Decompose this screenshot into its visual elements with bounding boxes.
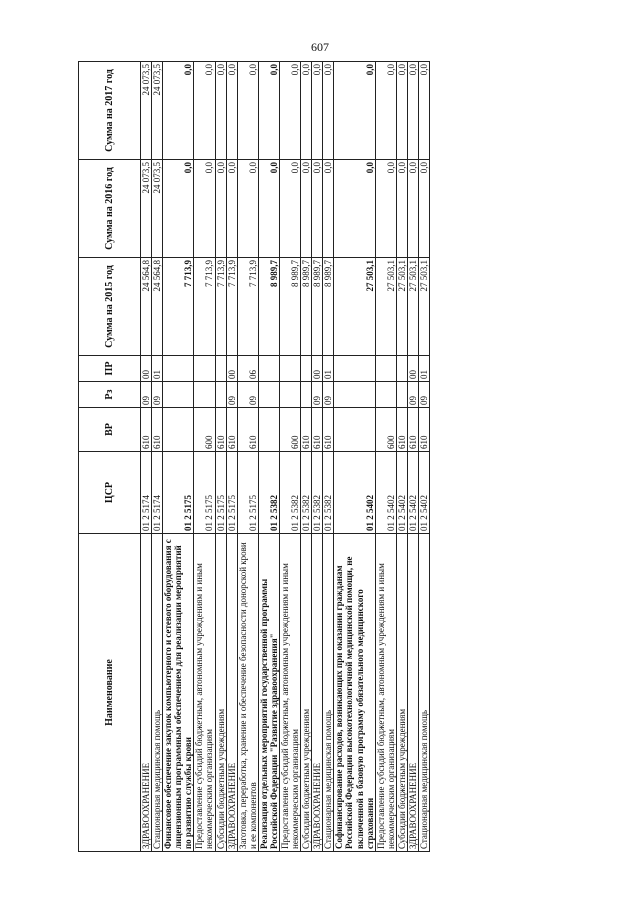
cell-pr <box>258 356 279 382</box>
cell-vr <box>258 408 279 452</box>
cell-csr: 01 2 5175 <box>215 452 226 534</box>
cell-sum-2017: 24 073,5 <box>141 62 152 160</box>
cell-name: Субсидии бюджетным учреждениям <box>396 534 407 852</box>
header-sum-2015: Сумма на 2015 год <box>79 258 141 356</box>
cell-pr <box>375 356 396 382</box>
cell-rz: 09 <box>312 382 323 408</box>
table-row <box>258 62 279 852</box>
table-row <box>375 62 396 852</box>
cell-sum-2016: 0,0 <box>312 160 323 258</box>
cell-csr: 01 2 5382 <box>280 452 301 534</box>
cell-sum-2017: 0,0 <box>258 62 279 160</box>
cell-sum-2015: 27 503,1 <box>419 258 430 356</box>
cell-pr <box>396 356 407 382</box>
cell-sum-2015: 8 989,7 <box>280 258 301 356</box>
cell-vr: 610 <box>419 408 430 452</box>
rotated-table-area <box>78 62 598 852</box>
cell-sum-2015: 7 713,9 <box>237 258 258 356</box>
header-vr: ВР <box>79 408 141 452</box>
cell-sum-2015: 24 564,8 <box>152 258 163 356</box>
cell-sum-2016: 0,0 <box>194 160 215 258</box>
table-row <box>396 62 407 852</box>
cell-sum-2017: 24 073,5 <box>152 62 163 160</box>
cell-vr: 610 <box>226 408 237 452</box>
cell-sum-2015: 27 503,1 <box>396 258 407 356</box>
cell-rz <box>280 382 301 408</box>
cell-rz <box>215 382 226 408</box>
cell-sum-2016: 0,0 <box>419 160 430 258</box>
cell-csr: 01 2 5402 <box>396 452 407 534</box>
cell-name: Субсидии бюджетным учреждениям <box>301 534 312 852</box>
cell-vr: 610 <box>407 408 418 452</box>
cell-sum-2015: 8 989,7 <box>312 258 323 356</box>
cell-rz <box>258 382 279 408</box>
cell-vr: 610 <box>152 408 163 452</box>
cell-csr: 01 2 5175 <box>226 452 237 534</box>
cell-sum-2017: 0,0 <box>375 62 396 160</box>
budget-table <box>78 61 430 852</box>
cell-vr: 600 <box>375 408 396 452</box>
cell-csr: 01 2 5174 <box>141 452 152 534</box>
cell-sum-2015: 8 989,7 <box>301 258 312 356</box>
cell-rz <box>194 382 215 408</box>
cell-sum-2016: 0,0 <box>334 160 375 258</box>
cell-pr: 01 <box>323 356 334 382</box>
cell-sum-2015: 7 713,9 <box>163 258 194 356</box>
cell-sum-2017: 0,0 <box>312 62 323 160</box>
page-number: 607 <box>311 40 329 54</box>
cell-name: Финансовое обеспечение закупок компьютерного и сетевого оборудования с лицензионным программным обеспечением для реализации мероприятий по развитию службы крови <box>163 534 194 852</box>
cell-rz: 09 <box>407 382 418 408</box>
cell-name: Заготовка, переработка, хранение и обеспечение безопасности донорской крови и ее компонентов <box>237 534 258 852</box>
cell-sum-2015: 8 989,7 <box>258 258 279 356</box>
cell-sum-2017: 0,0 <box>237 62 258 160</box>
cell-sum-2016: 0,0 <box>258 160 279 258</box>
cell-pr <box>280 356 301 382</box>
cell-sum-2017: 0,0 <box>323 62 334 160</box>
cell-name: ЗДРАВООХРАНЕНИЕ <box>407 534 418 852</box>
table-row <box>194 62 215 852</box>
cell-vr: 610 <box>396 408 407 452</box>
cell-name: ЗДРАВООХРАНЕНИЕ <box>312 534 323 852</box>
cell-sum-2015: 24 564,8 <box>141 258 152 356</box>
cell-csr: 01 2 5382 <box>258 452 279 534</box>
cell-name: Предоставление субсидий бюджетным, автономным учреждениям и иным некоммерческим организациям <box>375 534 396 852</box>
cell-name: Предоставление субсидий бюджетным, автономным учреждениям и иным некоммерческим организациям <box>194 534 215 852</box>
cell-sum-2015: 7 713,9 <box>215 258 226 356</box>
cell-name: Стационарная медицинская помощь <box>152 534 163 852</box>
cell-csr: 01 2 5174 <box>152 452 163 534</box>
cell-sum-2016: 0,0 <box>237 160 258 258</box>
cell-pr: 01 <box>419 356 430 382</box>
cell-sum-2017: 0,0 <box>280 62 301 160</box>
cell-sum-2017: 0,0 <box>407 62 418 160</box>
cell-csr: 01 2 5382 <box>312 452 323 534</box>
table-row <box>152 62 163 852</box>
cell-sum-2017: 0,0 <box>301 62 312 160</box>
cell-rz: 09 <box>152 382 163 408</box>
cell-sum-2015: 27 503,1 <box>375 258 396 356</box>
table-header-row <box>79 62 141 852</box>
cell-csr: 01 2 5402 <box>419 452 430 534</box>
cell-pr <box>301 356 312 382</box>
cell-pr: 00 <box>312 356 323 382</box>
cell-name: Реализация отдельных мероприятий государственной программы Российской Федерации "Развитие здравоохранения" <box>258 534 279 852</box>
cell-sum-2016: 24 073,5 <box>141 160 152 258</box>
cell-rz <box>301 382 312 408</box>
cell-sum-2015: 27 503,1 <box>407 258 418 356</box>
cell-sum-2016: 0,0 <box>163 160 194 258</box>
cell-sum-2016: 0,0 <box>226 160 237 258</box>
cell-csr: 01 2 5402 <box>334 452 375 534</box>
cell-csr: 01 2 5402 <box>375 452 396 534</box>
cell-name: Предоставление субсидий бюджетным, автономным учреждениям и иным некоммерческим организациям <box>280 534 301 852</box>
cell-rz: 09 <box>141 382 152 408</box>
table-row <box>312 62 323 852</box>
cell-rz <box>375 382 396 408</box>
cell-csr: 01 2 5175 <box>194 452 215 534</box>
cell-csr: 01 2 5175 <box>237 452 258 534</box>
header-pr: ПР <box>79 356 141 382</box>
cell-pr <box>334 356 375 382</box>
header-csr: ЦСР <box>79 452 141 534</box>
cell-sum-2016: 24 073,5 <box>152 160 163 258</box>
cell-sum-2017: 0,0 <box>419 62 430 160</box>
header-rz: Рз <box>79 382 141 408</box>
table-row <box>163 62 194 852</box>
cell-sum-2016: 0,0 <box>407 160 418 258</box>
cell-rz: 09 <box>323 382 334 408</box>
cell-rz <box>334 382 375 408</box>
cell-pr <box>215 356 226 382</box>
header-name: Наименование <box>79 534 141 852</box>
table-row <box>407 62 418 852</box>
cell-rz: 09 <box>226 382 237 408</box>
table-row <box>215 62 226 852</box>
cell-rz <box>163 382 194 408</box>
table-row <box>237 62 258 852</box>
cell-sum-2017: 0,0 <box>334 62 375 160</box>
cell-csr: 01 2 5175 <box>163 452 194 534</box>
cell-sum-2015: 8 989,7 <box>323 258 334 356</box>
cell-vr: 600 <box>194 408 215 452</box>
cell-sum-2017: 0,0 <box>226 62 237 160</box>
cell-vr: 610 <box>141 408 152 452</box>
table-row <box>323 62 334 852</box>
table-row <box>141 62 152 852</box>
cell-name: Софинансирование расходов, возникающих при оказании гражданам Российской Федерации высокотехнологичной медицинской помощи, не включенной в базовую программу обязательного медицинского страхования <box>334 534 375 852</box>
cell-vr: 610 <box>323 408 334 452</box>
cell-sum-2017: 0,0 <box>163 62 194 160</box>
cell-pr: 06 <box>237 356 258 382</box>
cell-vr: 610 <box>237 408 258 452</box>
header-sum-2016: Сумма на 2016 год <box>79 160 141 258</box>
table-row <box>419 62 430 852</box>
cell-name: Стационарная медицинская помощь <box>323 534 334 852</box>
cell-sum-2016: 0,0 <box>396 160 407 258</box>
cell-vr: 610 <box>215 408 226 452</box>
table-row <box>334 62 375 852</box>
cell-csr: 01 2 5382 <box>323 452 334 534</box>
cell-vr: 610 <box>301 408 312 452</box>
cell-vr: 600 <box>280 408 301 452</box>
cell-sum-2017: 0,0 <box>194 62 215 160</box>
cell-sum-2015: 7 713,9 <box>226 258 237 356</box>
table-body <box>141 62 430 852</box>
cell-sum-2016: 0,0 <box>301 160 312 258</box>
cell-sum-2016: 0,0 <box>215 160 226 258</box>
cell-pr: 00 <box>226 356 237 382</box>
table-row <box>226 62 237 852</box>
header-sum-2017: Сумма на 2017 год <box>79 62 141 160</box>
cell-pr <box>163 356 194 382</box>
cell-sum-2017: 0,0 <box>396 62 407 160</box>
cell-sum-2016: 0,0 <box>375 160 396 258</box>
cell-name: Стационарная медицинская помощь <box>419 534 430 852</box>
cell-sum-2015: 7 713,9 <box>194 258 215 356</box>
cell-name: ЗДРАВООХРАНЕНИЕ <box>141 534 152 852</box>
cell-sum-2016: 0,0 <box>323 160 334 258</box>
cell-name: ЗДРАВООХРАНЕНИЕ <box>226 534 237 852</box>
cell-sum-2015: 27 503,1 <box>334 258 375 356</box>
cell-vr: 610 <box>312 408 323 452</box>
cell-sum-2016: 0,0 <box>280 160 301 258</box>
cell-rz: 09 <box>419 382 430 408</box>
cell-vr <box>334 408 375 452</box>
rotated-table-container <box>78 62 598 852</box>
cell-csr: 01 2 5402 <box>407 452 418 534</box>
cell-pr <box>194 356 215 382</box>
cell-csr: 01 2 5382 <box>301 452 312 534</box>
cell-name: Субсидии бюджетным учреждениям <box>215 534 226 852</box>
cell-rz <box>396 382 407 408</box>
cell-pr: 01 <box>152 356 163 382</box>
cell-pr: 00 <box>141 356 152 382</box>
cell-rz: 09 <box>237 382 258 408</box>
cell-sum-2017: 0,0 <box>215 62 226 160</box>
table-row <box>280 62 301 852</box>
table-row <box>301 62 312 852</box>
cell-pr: 00 <box>407 356 418 382</box>
cell-vr <box>163 408 194 452</box>
